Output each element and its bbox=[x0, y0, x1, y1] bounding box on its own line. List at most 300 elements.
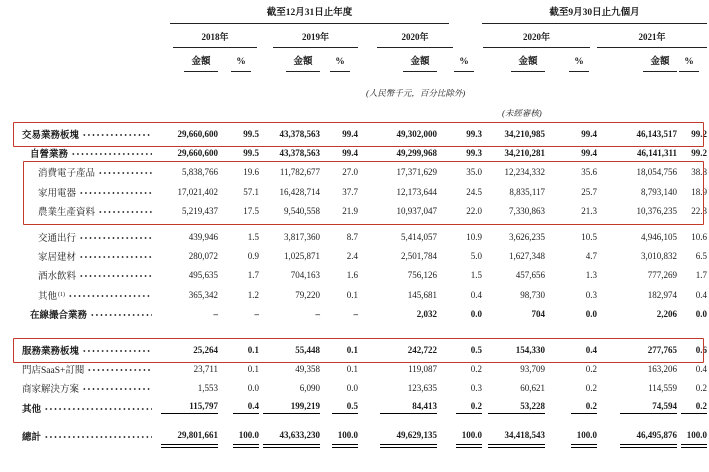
cell-value: 74,594 bbox=[620, 401, 677, 414]
table-row bbox=[22, 202, 709, 221]
cell-value: 25.7 bbox=[581, 186, 597, 197]
percent-cell bbox=[320, 383, 358, 393]
percent-cell bbox=[545, 345, 597, 355]
units-note: (人民幣千元，百分比除外) bbox=[366, 88, 466, 98]
row-label: 總計 bbox=[22, 433, 42, 444]
row-label: 商家解決方案 bbox=[22, 385, 80, 396]
percent-cell bbox=[437, 206, 482, 216]
cell-value: 0.1 bbox=[247, 344, 259, 355]
cell-value: 38.8 bbox=[691, 167, 707, 178]
cell-value: 2,032 bbox=[416, 309, 437, 320]
dot-leader bbox=[82, 381, 152, 391]
amount-cell bbox=[358, 251, 437, 261]
amount-cell bbox=[259, 167, 320, 177]
cell-value: 46,141,311 bbox=[636, 148, 677, 159]
percent-column-header bbox=[437, 57, 482, 72]
amount-cell bbox=[358, 206, 437, 216]
percent-cell bbox=[677, 430, 707, 442]
cell-value: 0.6 bbox=[695, 344, 707, 355]
period-group-annual bbox=[158, 7, 482, 24]
cell-value: 49,629,135 bbox=[380, 430, 437, 442]
amount-cell bbox=[259, 290, 320, 300]
amount-cell bbox=[358, 232, 437, 242]
year-header bbox=[259, 31, 358, 48]
amount-cell bbox=[597, 270, 677, 280]
row-label: 門店SaaS+訂閱 bbox=[22, 365, 85, 376]
cell-value: 439,946 bbox=[188, 231, 218, 242]
amount-cell bbox=[158, 270, 218, 280]
cell-value: 115,797 bbox=[161, 401, 218, 414]
row-label-cell bbox=[22, 127, 158, 141]
amount-cell bbox=[482, 129, 545, 139]
cell-value: 46,495,876 bbox=[620, 430, 677, 442]
cell-value: 93,709 bbox=[520, 363, 545, 374]
cell-value: 79,220 bbox=[295, 289, 320, 300]
amount-cell bbox=[358, 383, 437, 393]
amount-cell bbox=[597, 232, 677, 242]
percent-cell bbox=[677, 290, 707, 300]
dot-leader bbox=[79, 268, 152, 278]
amount-cell bbox=[158, 383, 218, 393]
percent-cell bbox=[320, 345, 358, 355]
percent-column-header bbox=[677, 57, 707, 72]
cell-value: 6.5 bbox=[695, 251, 707, 262]
percent-cell bbox=[218, 345, 259, 355]
percent-cell bbox=[320, 251, 358, 261]
row-label-cell bbox=[22, 381, 158, 395]
cell-value: 199,219 bbox=[263, 401, 320, 414]
amount-cell bbox=[158, 290, 218, 300]
amount-cell bbox=[259, 345, 320, 355]
amount-cell bbox=[597, 187, 677, 197]
percent-cell bbox=[545, 129, 597, 139]
amount-cell bbox=[597, 364, 677, 374]
amount-cell bbox=[482, 206, 545, 216]
cell-value: 0.4 bbox=[233, 401, 259, 414]
percent-cell bbox=[218, 401, 259, 414]
amount-column-header bbox=[482, 57, 545, 72]
cell-value: 49,299,968 bbox=[396, 148, 437, 159]
cell-value: 1.2 bbox=[247, 289, 259, 300]
unaudited-note: (未經審核) bbox=[502, 108, 542, 118]
amount-cell bbox=[482, 345, 545, 355]
table-body bbox=[0, 124, 709, 446]
cell-value: 0.1 bbox=[346, 344, 358, 355]
cell-value: 35.6 bbox=[581, 167, 597, 178]
amount-cell bbox=[597, 290, 677, 300]
amount-cell bbox=[259, 270, 320, 280]
cell-value: 777,269 bbox=[647, 270, 677, 281]
year-header-row bbox=[22, 31, 709, 48]
amount-header-label: 金額 bbox=[643, 57, 677, 72]
cell-value: 4.7 bbox=[585, 251, 597, 262]
percent-cell bbox=[437, 167, 482, 177]
percent-cell bbox=[320, 290, 358, 300]
amount-cell bbox=[259, 148, 320, 158]
cell-value: – bbox=[254, 309, 259, 320]
row-label: 其他 bbox=[22, 404, 42, 415]
amount-cell bbox=[482, 270, 545, 280]
cell-value: 1,025,871 bbox=[284, 251, 320, 262]
cell-value: 24.5 bbox=[466, 186, 482, 197]
amount-cell bbox=[358, 290, 437, 300]
cell-value: 145,681 bbox=[407, 289, 437, 300]
percent-cell bbox=[677, 129, 707, 139]
percent-header-label: % bbox=[454, 57, 474, 72]
cell-value: 27.0 bbox=[342, 167, 358, 178]
percent-cell bbox=[320, 167, 358, 177]
cell-value: 0.1 bbox=[346, 363, 358, 374]
amount-cell bbox=[597, 383, 677, 393]
cell-value: 49,358 bbox=[295, 363, 320, 374]
amount-cell bbox=[158, 309, 218, 319]
cell-value: 0.4 bbox=[695, 289, 707, 300]
dot-leader bbox=[82, 127, 152, 137]
cell-value: 277,765 bbox=[647, 344, 677, 355]
percent-cell bbox=[677, 401, 707, 414]
cell-value: 8.7 bbox=[346, 231, 358, 242]
cell-value: 43,378,563 bbox=[279, 148, 320, 159]
percent-cell bbox=[320, 232, 358, 242]
percent-cell bbox=[320, 206, 358, 216]
table-row bbox=[22, 285, 709, 304]
amount-cell bbox=[259, 364, 320, 374]
cell-value: 242,722 bbox=[407, 344, 437, 355]
table-row bbox=[22, 379, 709, 398]
cell-value: 29,801,661 bbox=[161, 430, 218, 442]
amount-cell bbox=[158, 167, 218, 177]
cell-value: 10,376,235 bbox=[636, 206, 677, 217]
dot-leader bbox=[82, 343, 152, 353]
percent-cell bbox=[437, 290, 482, 300]
year-header-label: 2020年 bbox=[483, 31, 590, 48]
table-row bbox=[22, 305, 709, 324]
cell-value: 495,635 bbox=[188, 270, 218, 281]
cell-value: 10.6 bbox=[691, 231, 707, 242]
amount-cell bbox=[158, 129, 218, 139]
percent-cell bbox=[218, 167, 259, 177]
cell-value: 99.4 bbox=[581, 128, 597, 139]
percent-cell bbox=[677, 167, 707, 177]
row-label: 交易業務板塊 bbox=[22, 130, 80, 141]
percent-cell bbox=[437, 430, 482, 442]
amount-cell bbox=[358, 430, 437, 442]
amount-cell bbox=[259, 309, 320, 319]
amount-cell bbox=[597, 206, 677, 216]
row-label-cell bbox=[22, 204, 158, 218]
cell-value: 9,540,558 bbox=[284, 206, 320, 217]
cell-value: 18.9 bbox=[691, 186, 707, 197]
cell-value: 99.4 bbox=[342, 148, 358, 159]
percent-cell bbox=[545, 251, 597, 261]
dot-leader bbox=[44, 401, 152, 411]
amount-column-header bbox=[259, 57, 320, 72]
cell-value: 0.1 bbox=[247, 363, 259, 374]
dot-leader bbox=[44, 429, 152, 439]
amount-cell bbox=[259, 187, 320, 197]
percent-cell bbox=[545, 232, 597, 242]
cell-value: 17,371,629 bbox=[396, 167, 437, 178]
amount-cell bbox=[158, 430, 218, 442]
cell-value: 99.2 bbox=[691, 128, 707, 139]
percent-cell bbox=[218, 364, 259, 374]
row-label-cell: 其他 (1) bbox=[22, 288, 158, 302]
percent-cell bbox=[545, 401, 597, 414]
amount-cell bbox=[259, 232, 320, 242]
cell-value: 0.5 bbox=[332, 401, 358, 414]
percent-cell bbox=[320, 129, 358, 139]
amount-cell bbox=[259, 430, 320, 442]
cell-value: 163,206 bbox=[647, 363, 677, 374]
percent-header-label: % bbox=[569, 57, 589, 72]
percent-column-header bbox=[218, 57, 259, 72]
year-header bbox=[158, 31, 259, 48]
cell-value: 0.3 bbox=[470, 383, 482, 394]
dot-leader bbox=[79, 185, 152, 195]
percent-cell bbox=[320, 309, 358, 319]
row-label: 家居建材 bbox=[38, 253, 77, 264]
table-header bbox=[0, 0, 709, 124]
label-column-spacer bbox=[22, 31, 158, 48]
amount-cell bbox=[482, 383, 545, 393]
amount-cell bbox=[597, 309, 677, 319]
row-label: 交通出行 bbox=[38, 233, 77, 244]
cell-value: 123,635 bbox=[407, 383, 437, 394]
percent-cell bbox=[677, 206, 707, 216]
percent-cell bbox=[437, 129, 482, 139]
cell-value: 1.3 bbox=[585, 270, 597, 281]
percent-cell bbox=[677, 148, 707, 158]
percent-cell bbox=[218, 309, 259, 319]
amount-cell bbox=[482, 309, 545, 319]
cell-value: 182,974 bbox=[647, 289, 677, 300]
percent-cell bbox=[545, 270, 597, 280]
row-label: 在線撮合業務 bbox=[30, 311, 88, 322]
percent-cell bbox=[545, 430, 597, 442]
percent-cell bbox=[218, 206, 259, 216]
row-label: 消費電子產品 bbox=[38, 169, 96, 180]
table-row bbox=[22, 398, 709, 417]
amount-cell bbox=[482, 167, 545, 177]
cell-value: 4,946,105 bbox=[641, 231, 677, 242]
percent-cell bbox=[677, 345, 707, 355]
cell-value: 0.0 bbox=[346, 383, 358, 394]
table-row bbox=[22, 266, 709, 285]
period-group-row bbox=[22, 0, 709, 24]
cell-value: 1,553 bbox=[197, 383, 218, 394]
amount-cell bbox=[358, 129, 437, 139]
percent-cell bbox=[545, 290, 597, 300]
cell-value: 99.5 bbox=[243, 148, 259, 159]
amount-cell bbox=[482, 187, 545, 197]
cell-value: 34,210,985 bbox=[504, 128, 545, 139]
amount-cell bbox=[158, 148, 218, 158]
cell-value: 3,817,360 bbox=[284, 231, 320, 242]
row-label-cell bbox=[22, 362, 158, 376]
cell-value: 23,711 bbox=[193, 363, 218, 374]
cell-value: 3,010,832 bbox=[641, 251, 677, 262]
cell-value: 10,937,047 bbox=[396, 206, 437, 217]
percent-header-label: % bbox=[231, 57, 251, 72]
percent-cell bbox=[437, 187, 482, 197]
cell-value: 154,330 bbox=[515, 344, 545, 355]
amount-cell bbox=[482, 251, 545, 261]
amount-column-header bbox=[597, 57, 677, 72]
cell-value: 0.3 bbox=[585, 289, 597, 300]
year-header-label: 2020年 bbox=[377, 31, 453, 48]
cell-value: 3,626,235 bbox=[509, 231, 545, 242]
cell-value: 21.9 bbox=[342, 206, 358, 217]
amount-cell bbox=[358, 270, 437, 280]
amount-cell bbox=[597, 251, 677, 261]
table-row bbox=[22, 359, 709, 378]
amount-cell bbox=[158, 187, 218, 197]
row-label-cell bbox=[22, 268, 158, 282]
cell-value: 114,559 bbox=[648, 383, 677, 394]
cell-value: 100.0 bbox=[681, 430, 707, 442]
row-label: 家用電器 bbox=[38, 188, 77, 199]
table-row bbox=[22, 340, 709, 359]
percent-cell bbox=[545, 383, 597, 393]
row-label-cell bbox=[22, 249, 158, 263]
amount-column-header bbox=[358, 57, 437, 72]
cell-value: 49,302,000 bbox=[396, 128, 437, 139]
amount-cell bbox=[597, 129, 677, 139]
cell-value: – bbox=[315, 309, 320, 320]
amount-cell bbox=[482, 401, 545, 414]
cell-value: 0.2 bbox=[585, 363, 597, 374]
percent-cell bbox=[437, 309, 482, 319]
percent-cell bbox=[545, 309, 597, 319]
amount-cell bbox=[158, 206, 218, 216]
row-label-cell bbox=[22, 146, 158, 160]
cell-value: 0.2 bbox=[585, 383, 597, 394]
cell-value: 100.0 bbox=[332, 430, 358, 442]
percent-cell bbox=[218, 148, 259, 158]
cell-value: 0.2 bbox=[571, 401, 597, 414]
percent-cell bbox=[437, 383, 482, 393]
amount-cell bbox=[358, 148, 437, 158]
cell-value: 19.6 bbox=[243, 167, 259, 178]
amount-cell bbox=[482, 430, 545, 442]
row-label: 其他 bbox=[38, 291, 58, 302]
amount-column-header bbox=[158, 57, 218, 72]
percent-column-header bbox=[320, 57, 358, 72]
amount-cell bbox=[597, 345, 677, 355]
cell-value: 43,378,563 bbox=[279, 128, 320, 139]
dot-leader bbox=[98, 204, 152, 214]
cell-value: 22.0 bbox=[466, 206, 482, 217]
percent-cell bbox=[437, 232, 482, 242]
percent-cell bbox=[320, 187, 358, 197]
amount-cell bbox=[358, 345, 437, 355]
amount-cell bbox=[358, 167, 437, 177]
percent-cell bbox=[218, 430, 259, 442]
cell-value: 34,210,281 bbox=[504, 148, 545, 159]
amount-percent-header-row bbox=[22, 57, 709, 72]
cell-value: 46,143,517 bbox=[636, 128, 677, 139]
amount-cell bbox=[358, 364, 437, 374]
percent-cell bbox=[437, 345, 482, 355]
amount-cell bbox=[482, 232, 545, 242]
cell-value: 99.4 bbox=[342, 128, 358, 139]
cell-value: 8,835,117 bbox=[509, 186, 545, 197]
cell-value: 100.0 bbox=[456, 430, 482, 442]
year-header bbox=[597, 31, 707, 48]
percent-cell bbox=[320, 401, 358, 414]
cell-value: 98,730 bbox=[520, 289, 545, 300]
cell-value: 16,428,714 bbox=[279, 186, 320, 197]
cell-value: 84,413 bbox=[380, 401, 437, 414]
amount-cell bbox=[259, 383, 320, 393]
amount-cell bbox=[259, 129, 320, 139]
cell-value: 11,782,677 bbox=[279, 167, 320, 178]
cell-value: 35.0 bbox=[466, 167, 482, 178]
period-group-nine-months-title: 截至9月30日止九個月 bbox=[482, 7, 707, 24]
amount-header-label: 金額 bbox=[403, 57, 437, 72]
percent-cell bbox=[320, 148, 358, 158]
cell-value: 22.3 bbox=[691, 206, 707, 217]
cell-value: 99.3 bbox=[466, 128, 482, 139]
row-label-cell bbox=[22, 343, 158, 357]
cell-value: 12,173,644 bbox=[396, 186, 437, 197]
dot-leader bbox=[90, 307, 152, 317]
row-label-cell bbox=[22, 401, 158, 415]
percent-cell bbox=[437, 251, 482, 261]
cell-value: 57.1 bbox=[243, 186, 259, 197]
amount-cell bbox=[597, 430, 677, 442]
cell-value: 365,342 bbox=[188, 289, 218, 300]
cell-value: 34,418,543 bbox=[488, 430, 545, 442]
row-label: 服務業務板塊 bbox=[22, 346, 80, 357]
cell-value: 0.0 bbox=[247, 383, 259, 394]
dot-leader bbox=[79, 249, 152, 259]
year-header bbox=[482, 31, 597, 48]
cell-value: – bbox=[213, 309, 218, 320]
cell-value: 29,660,600 bbox=[177, 148, 218, 159]
amount-cell bbox=[482, 364, 545, 374]
cell-value: 60,621 bbox=[520, 383, 545, 394]
cell-value: 5,838,766 bbox=[182, 167, 218, 178]
cell-value: – bbox=[353, 309, 358, 320]
period-group-annual-title: 截至12月31日止年度 bbox=[170, 7, 449, 24]
table-row bbox=[22, 163, 709, 182]
cell-value: 756,126 bbox=[407, 270, 437, 281]
year-header-label: 2019年 bbox=[273, 31, 358, 48]
cell-value: 5.0 bbox=[470, 251, 482, 262]
cell-value: 1.7 bbox=[695, 270, 707, 281]
cell-value: 99.2 bbox=[691, 148, 707, 159]
percent-cell bbox=[218, 187, 259, 197]
dot-leader bbox=[71, 146, 152, 156]
cell-value: 704 bbox=[531, 309, 545, 320]
year-header-label: 2018年 bbox=[173, 31, 257, 48]
amount-cell bbox=[158, 251, 218, 261]
row-label-cell bbox=[22, 429, 158, 443]
amount-cell bbox=[158, 345, 218, 355]
label-column-spacer bbox=[22, 7, 158, 24]
table-row bbox=[22, 426, 709, 445]
cell-value: 1.5 bbox=[470, 270, 482, 281]
cell-value: 99.3 bbox=[466, 148, 482, 159]
row-label-cell bbox=[22, 230, 158, 244]
percent-cell bbox=[437, 364, 482, 374]
cell-value: 99.5 bbox=[243, 128, 259, 139]
percent-cell bbox=[218, 270, 259, 280]
percent-cell bbox=[677, 187, 707, 197]
percent-column-header bbox=[545, 57, 597, 72]
cell-value: 0.2 bbox=[456, 401, 482, 414]
